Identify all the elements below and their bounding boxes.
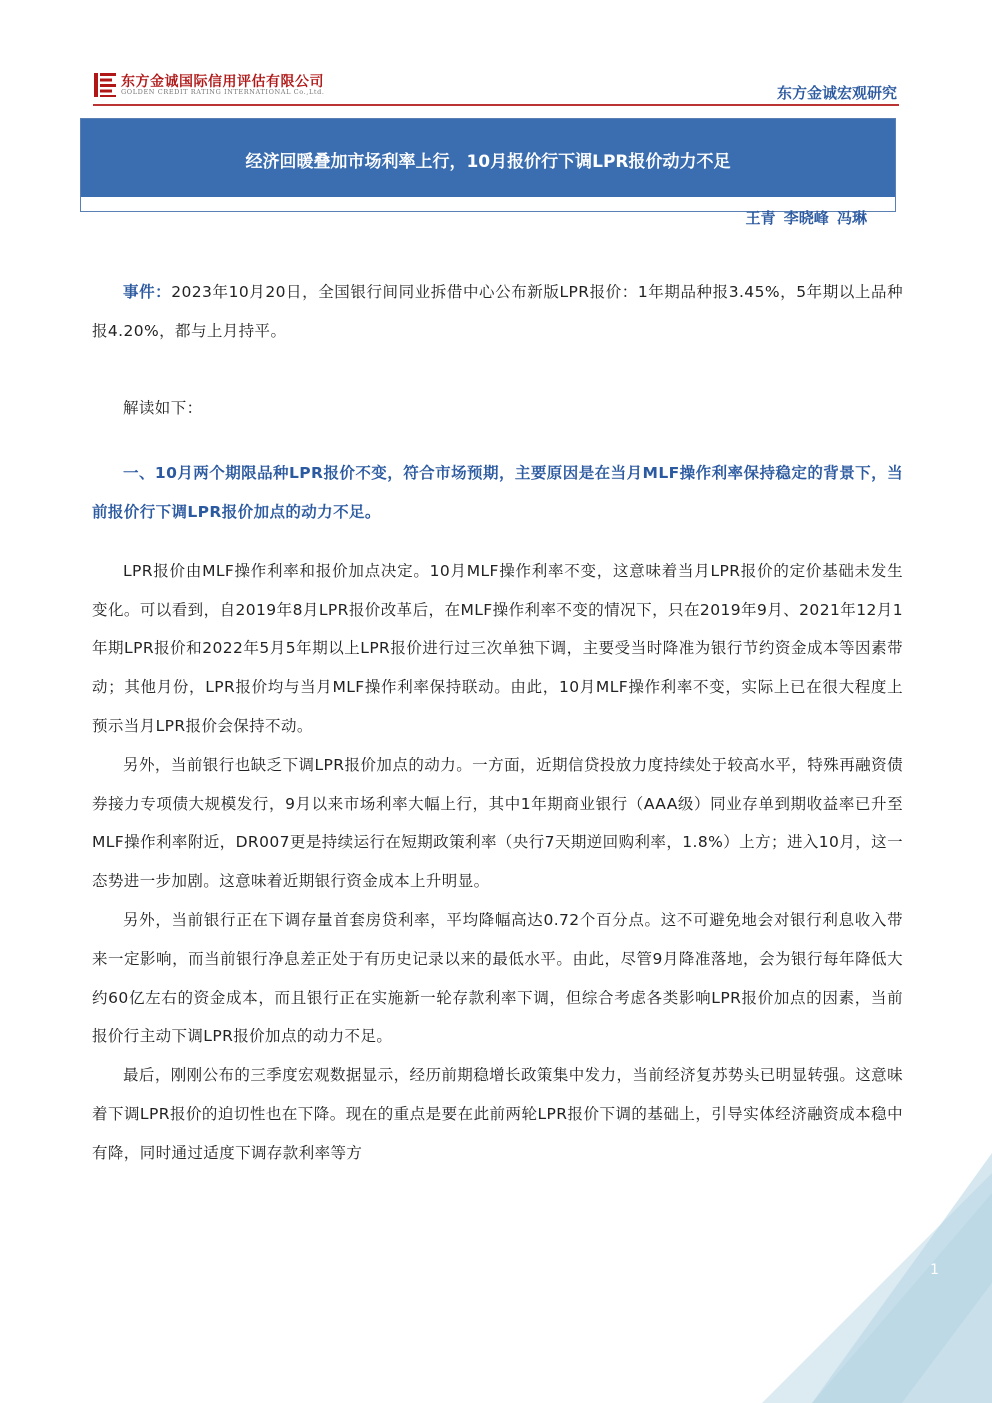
event-paragraph: [92, 273, 903, 351]
body-paragraph-2: 另外，当前银行也缺乏下调LPR报价加点的动力。一方面，近期信贷投放力度持续处于较高水平，特殊再融资债券接力专项债大规模发行，9月以来市场利率大幅上行，其中1年期商业银行（AAA级）同业存单到期收益率已升至MLF操作利率附近，DR007更是持续运行在短期政策利率（央行7天期逆回购利率，1.8%）上方；进入10月，这一态势进一步加剧。这意味着近期银行资金成本上升明显。: [92, 755, 903, 891]
page-number: 1: [930, 1262, 939, 1278]
intro-paragraph: 解读如下：: [123, 399, 203, 418]
header-divider: [93, 104, 899, 106]
section-heading-1: 一、10月两个期限品种LPR报价不变，符合市场预期，主要原因是在当月MLF操作利率保持稳定的背景下，当前报价行下调LPR报价加点的动力不足。: [92, 464, 903, 521]
body-paragraph-4: 最后，刚刚公布的三季度宏观数据显示，经历前期稳增长政策集中发力，当前经济复苏势头已明显转强。这意味着下调LPR报价的迫切性也在下降。现在的重点是要在此前两轮LPR报价下调的基础上，引导实体经济融资成本稳中有降，同时通过适度下调存款利率等方: [92, 1066, 903, 1162]
event-text: 2023年10月20日，全国银行间同业拆借中心公布新版LPR报价：1年期品种报3.45%，5年期以上品种报4.20%，都与上月持平。: [92, 283, 903, 340]
company-name-cn: 东方金诚国际信用评估有限公司: [121, 74, 324, 90]
body-paragraph-1: LPR报价由MLF操作利率和报价加点决定。10月MLF操作利率不变，这意味着当月LPR报价的定价基础未发生变化。可以看到，自2019年8月LPR报价改革后，在MLF操作利率不变的情况下，只在2019年9月、2021年12月1年期LPR报价和2022年5月5年期以上LPR报价进行过三次单独下调，主要受当时降准为银行节约资金成本等因素带动；其他月份，LPR报价均与当月MLF操作利率保持联动。由此，10月MLF操作利率不变，实际上已在很大程度上预示当月LPR报价会保持不动。: [92, 561, 903, 735]
report-authors: 王青 李晓峰 冯琳: [745, 209, 867, 227]
report-body: [92, 273, 903, 1173]
title-bar: [81, 119, 895, 197]
company-logo: [93, 70, 333, 100]
report-title: 经济回暖叠加市场利率上行，10月报价行下调LPR报价动力不足: [245, 152, 731, 172]
title-box: [80, 118, 896, 227]
company-name-en: GOLDEN CREDIT RATING INTERNATIONAL Co.,Ltd.: [121, 88, 325, 96]
event-label: 事件：: [123, 283, 172, 301]
company-logo-icon: [93, 72, 117, 98]
page-header: [0, 0, 992, 110]
corner-decoration: [752, 1153, 992, 1403]
body-paragraph-3: 另外，当前银行正在下调存量首套房贷利率，平均降幅高达0.72个百分点。这不可避免地会对银行利息收入带来一定影响，而当前银行净息差正处于有历史记录以来的最低水平。由此，尽管9月降准落地，会为银行每年降低大约60亿左右的资金成本，而且银行正在实施新一轮存款利率下调，但综合考虑各类影响LPR报价加点的因素，当前报价行主动下调LPR报价加点的动力不足。: [92, 910, 903, 1046]
brand-label: 东方金诚宏观研究: [776, 84, 897, 102]
